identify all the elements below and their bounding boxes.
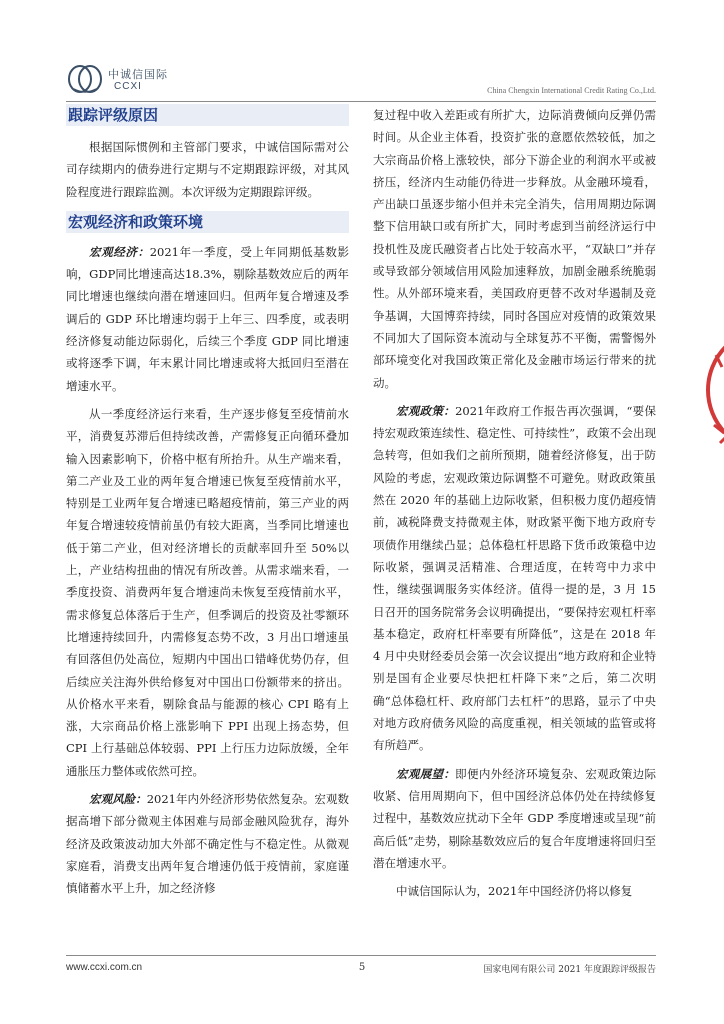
macro-risk-text: 2021年内外经济形势依然复杂。宏观数据高增下部分微观主体困难与局部金融风险犹存，海外经济及政策波动加大外部不确定性与不稳定性。从微观家庭看，消费支出两年复合增速仍低于疫情前，家庭谨慎储蓄水平上升，加之经济修	[66, 792, 350, 896]
footer-divider	[66, 955, 656, 956]
macro-outlook-paragraph	[373, 763, 656, 874]
logo-chinese-name: 中诚信国际	[108, 68, 168, 81]
macro-risk-lead: 宏观风险：	[89, 792, 147, 807]
company-english-name: China Chengxin International Credit Rating Co.,Ltd.	[487, 86, 656, 95]
macro-outlook-lead: 宏观展望：	[396, 766, 456, 781]
footer-report-title: 国家电网有限公司 2021 年度跟踪评级报告	[483, 965, 656, 975]
macro-risk-paragraph	[66, 788, 349, 899]
ccxi-logo-icon	[66, 62, 104, 96]
macro-economy-text: 2021年一季度，受上年同期低基数影响，GDP同比增速高达18.3%，剔除基数效应后的两年同比增速也继续向潜在增速回归。但两年复合增速及季调后的 GDP 环比增速均弱于上年三、四季度，或表明经济修复动能边际弱化，后续三个季度 GDP 同比增速或将逐季下调，年末累计同比增速或将大抵回归至潜在增速水平。	[66, 244, 350, 393]
section-title-macro-environment: 宏观经济和政策环境	[66, 211, 349, 233]
economic-operation-paragraph: 从一季度经济运行来看，生产逐步修复至疫情前水平，消费复苏滞后但持续改善，产需修复正向循环叠加输入因素影响下，价格中枢有所抬升。从生产端来看，第二产业及工业的两年复合增速已恢复至疫情前水平，特别是工业两年复合增速已略超疫情前，第三产业的两年复合增速较疫情前虽仍有较大距离，当季同比增速也低于第二产业，但对经济增长的贡献率回升至 50%以上，产业结构扭曲的情况有所改善。从需求端来看，一季度投资、消费两年复合增速尚未恢复至疫情前水平，需求修复总体落后于生产，但季调后的投资及社零额环比增速持续回升，内需修复态势不改，3 月出口增速虽有回落但仍处高位，短期内中国出口错峰优势仍存，但后续应关注海外供给修复对中国出口份额带来的挤出。从价格水平来看，剔除食品与能源的核心 CPI 略有上涨，大宗商品价格上涨影响下 PPI 出现上扬态势，但 CPI 上行基础总体较弱、PPI 上行压力边际放缓，全年通胀压力整体或依然可控。	[66, 406, 349, 778]
logo-english-name: CCXI	[114, 81, 142, 92]
macro-policy-lead: 宏观政策：	[396, 403, 456, 418]
page-number: 5	[358, 962, 366, 973]
left-column	[66, 104, 349, 900]
macro-policy-paragraph	[373, 400, 656, 757]
seal-stamp	[700, 315, 724, 465]
tracking-reason-paragraph: 根据国际惯例和主管部门要求，中诚信国际需对公司存续期内的债券进行定期与不定期跟踪评级，对其风险程度进行跟踪监测。本次评级为定期跟踪评级。	[66, 140, 349, 199]
header-divider	[66, 101, 656, 102]
macro-economy-lead: 宏观经济：	[89, 244, 150, 259]
conclusion-paragraph: 中诚信国际认为，2021年中国经济仍将以修复	[396, 884, 633, 899]
page-header	[66, 60, 656, 102]
footer-website: www.ccxi.com.cn	[66, 962, 143, 973]
macro-economy-paragraph	[66, 241, 349, 397]
section-title-tracking-reason: 跟踪评级原因	[66, 104, 349, 126]
macro-risk-continued: 复过程中收入差距或有所扩大，边际消费倾向反弹仍需时间。从企业主体看，投资扩张的意愿依然较低，加之大宗商品价格上涨较快，部分下游企业的利润水平或被挤压，经济内生动能仍待进一步释放。从金融环境看，产出缺口虽逐步缩小但并未完全消失，信用周期边际调整下信用缺口或有所扩大，同时考虑到当前经济运行中投机性及庞氏融资者占比处于较高水平，“双缺口”并存或导致部分领域信用风险加速释放，加剧金融系统脆弱性。从外部环境来看，美国政府更替不改对华遏制及竞争基调，大国博弈持续，同时各国应对疫情的政策效果不同加大了国际资本流动与全球复苏不平衡，需警惕外部环境变化对我国政策正常化及金融市场运行带来的扰动。	[373, 108, 656, 390]
ccxi-logo	[66, 60, 196, 100]
macro-policy-text: 2021年政府工作报告再次强调，“要保持宏观政策连续性、稳定性、可持续性”，政策不会出现急转弯，但如我们之前所预期，随着经济修复，出于防风险的考虑，宏观政策边际调整不可避免。财政政策虽然在 2020 年的基础上边际收紧，但积极力度仍超疫情前，减税降费支持微观主体，财政紧平衡下地方政府专项债作用继续凸显；总体稳杠杆思路下货币政策稳中边际收紧，强调灵活精准、合理适度，在转弯中力求中性，继续强调服务实体经济。值得一提的是，3 月 15 日召开的国务院常务会议明确提出，“要保持宏观杠杆率基本稳定，政府杠杆率要有所降低”，这是在 2018 年 4 月中央财经委员会第一次会议提出“地方政府和企业特别是国有企业要尽快把杠杆降下来”之后，第二次明确“总体稳杠杆、政府部门去杠杆”的思路，显示了中央对地方政府债务风险的高度重视，相关领域的监管或将有所趋严。	[373, 403, 656, 753]
right-column	[373, 104, 656, 902]
macro-outlook-text: 即便内外经济环境复杂、宏观政策边际收紧、信用周期向下，但中国经济总体仍处在持续修复过程中，基数效应扰动下全年 GDP 季度增速或呈现“前高后低”走势，剔除基数效应后的复合年度增速将回归至潜在增速水平。	[373, 766, 657, 870]
